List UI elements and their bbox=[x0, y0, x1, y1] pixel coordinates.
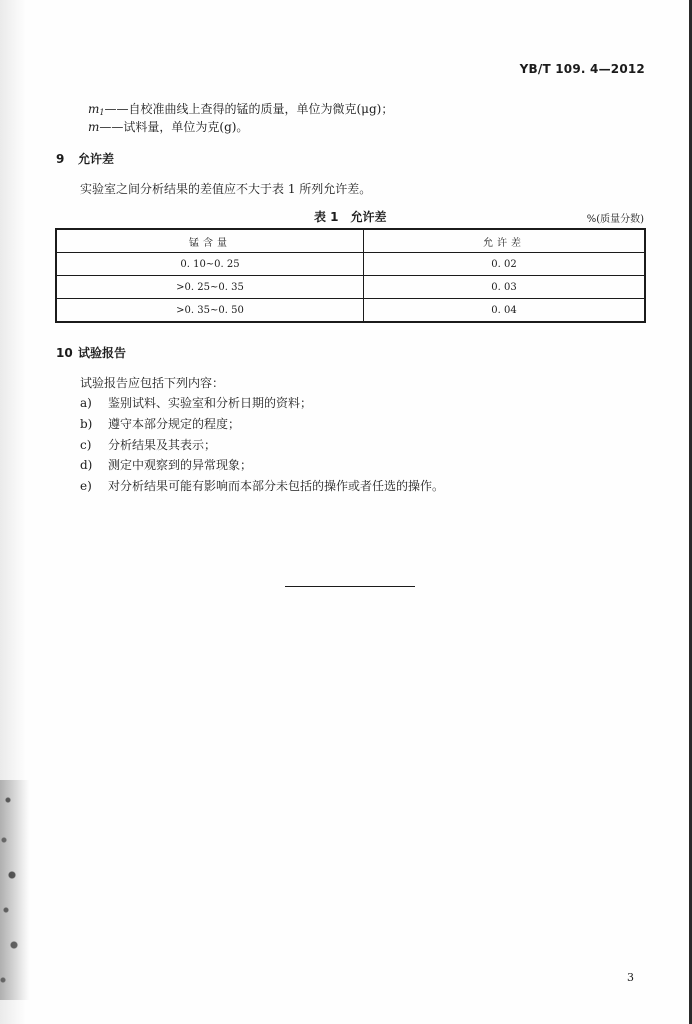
tolerance-table bbox=[55, 228, 646, 323]
list-item bbox=[80, 456, 252, 473]
end-of-document-rule bbox=[285, 586, 415, 587]
section-number: 9 bbox=[56, 152, 65, 166]
list-item-text: 遵守本部分规定的程度； bbox=[108, 417, 241, 431]
table-header-manganese: 锰含量 bbox=[56, 229, 364, 253]
list-item-text: 对分析结果可能有影响而本部分未包括的操作或者任选的操作。 bbox=[108, 479, 445, 493]
table-cell-tolerance: 0. 02 bbox=[364, 253, 646, 276]
definition-m bbox=[88, 118, 248, 135]
list-item-text: 鉴别试料、实验室和分析日期的资料； bbox=[108, 396, 313, 410]
list-item-label: b) bbox=[80, 417, 93, 431]
table-header-tolerance: 允许差 bbox=[364, 229, 646, 253]
list-item-label: a) bbox=[80, 396, 92, 410]
page-number: 3 bbox=[627, 971, 634, 984]
table-caption: 表 1 允许差 bbox=[314, 210, 387, 224]
table-cell-tolerance: 0. 04 bbox=[364, 299, 646, 323]
list-item-label: c) bbox=[80, 438, 92, 452]
section-10-heading bbox=[56, 344, 126, 361]
definition-subscript: 1 bbox=[99, 108, 105, 117]
list-item-label: e) bbox=[80, 479, 92, 493]
section-title: 允许差 bbox=[78, 152, 115, 166]
section-title: 试验报告 bbox=[78, 346, 127, 360]
list-item-text: 测定中观察到的异常现象； bbox=[108, 458, 253, 472]
standard-code: YB/T 109. 4—2012 bbox=[519, 62, 645, 76]
table-unit: %(质量分数) bbox=[586, 214, 644, 225]
definition-text: ——试料量，单位为克(g)。 bbox=[99, 120, 249, 134]
table-cell-range: 0. 10~0. 25 bbox=[56, 253, 364, 276]
list-item bbox=[80, 436, 216, 453]
definition-m1 bbox=[88, 100, 393, 117]
definition-symbol: m bbox=[88, 102, 100, 116]
section-9-heading bbox=[56, 150, 114, 167]
definition-symbol: m bbox=[88, 120, 100, 134]
table-cell-tolerance: 0. 03 bbox=[364, 276, 646, 299]
table-cell-range: >0. 25~0. 35 bbox=[56, 276, 364, 299]
list-item bbox=[80, 415, 240, 432]
list-item bbox=[80, 394, 312, 411]
table-row bbox=[56, 299, 645, 323]
section-number: 10 bbox=[56, 346, 73, 360]
list-item bbox=[80, 477, 444, 494]
section-10-intro: 试验报告应包括下列内容： bbox=[80, 376, 225, 390]
table-cell-range: >0. 35~0. 50 bbox=[56, 299, 364, 323]
table-row bbox=[56, 253, 645, 276]
list-item-label: d) bbox=[80, 458, 93, 472]
table-row bbox=[56, 276, 645, 299]
section-9-body: 实验室之间分析结果的差值应不大于表 1 所列允许差。 bbox=[80, 182, 372, 196]
scan-speckle bbox=[0, 780, 30, 1000]
definition-text: ——自校准曲线上查得的锰的质量，单位为微克(μg)； bbox=[104, 102, 394, 116]
table-header-row bbox=[56, 229, 645, 253]
list-item-text: 分析结果及其表示； bbox=[108, 438, 217, 452]
